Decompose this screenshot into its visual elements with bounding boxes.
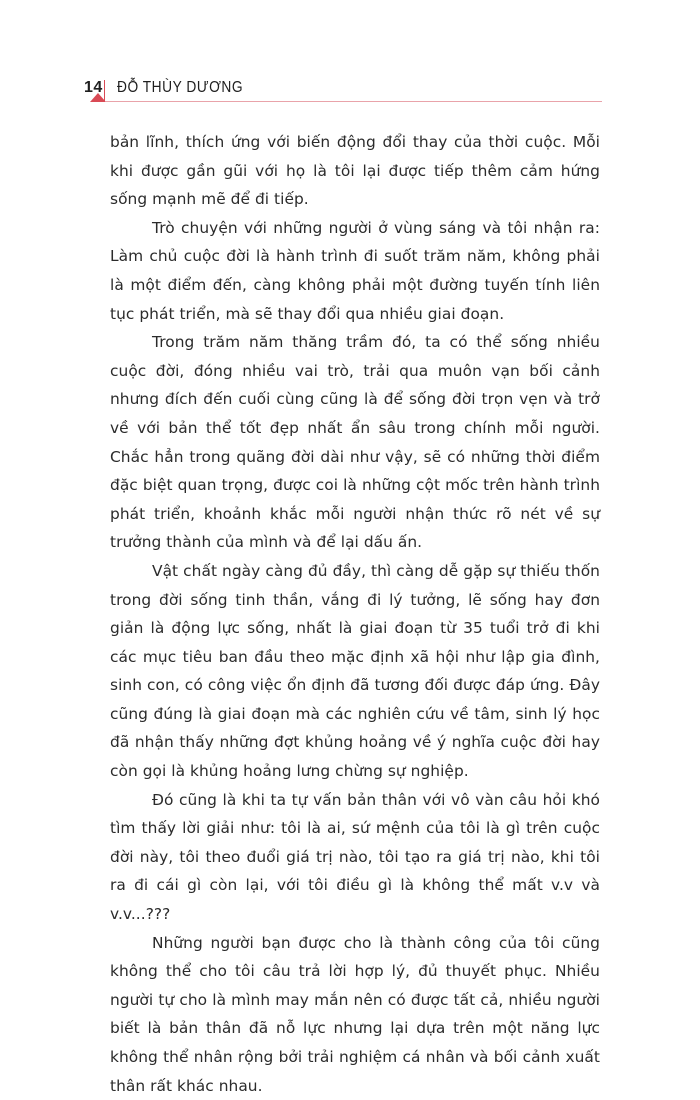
triangle-marker-icon: [90, 93, 106, 102]
page-number: 14: [84, 79, 103, 96]
body-text: [110, 128, 600, 1100]
paragraph-5: Đó cũng là khi ta tự vấn bản thân với vô vàn câu hỏi khó tìm thấy lời giải như: tôi là ai, sứ mệnh của tôi là gì trên cuộc đời này, tôi theo đuổi giá trị nào, tôi tạo ra giá trị nào, khi tôi ra đi cái gì còn lại, với tôi điều gì là không thể mất v.v và v.v...???: [110, 790, 600, 924]
paragraph-6: Những người bạn được cho là thành công của tôi cũng không thể cho tôi câu trả lời hợp lý, đủ thuyết phục. Nhiều người tự cho là mình may mắn nên có được tất cả, nhiều người biết là bản thân đã nỗ lực nhưng lại dựa trên một năng lực không thể nhân rộng bởi trải nghiệm cá nhân và bối cảnh xuất thân rất khác nhau.: [110, 933, 600, 1095]
paragraph-2: Trò chuyện với những người ở vùng sáng và tôi nhận ra: Làm chủ cuộc đời là hành trình đi suốt trăm năm, không phải là một điểm đến, càng không phải một đường tuyến tính liên tục phát triển, mà sẽ thay đổi qua nhiều giai đoạn.: [110, 218, 600, 323]
author-name: ĐỖ THÙY DƯƠNG: [117, 79, 244, 96]
paragraph-1: bản lĩnh, thích ứng với biến động đổi thay của thời cuộc. Mỗi khi được gần gũi với họ là tôi lại được tiếp thêm cảm hứng sống mạnh mẽ để đi tiếp.: [110, 133, 600, 209]
running-header: [0, 0, 700, 110]
header-rule: [106, 101, 602, 102]
paragraph-4: Vật chất ngày càng đủ đầy, thì càng dễ gặp sự thiếu thốn trong đời sống tinh thần, vắng đi lý tưởng, lẽ sống hay đơn giản là động lực sống, nhất là giai đoạn từ 35 tuổi trở đi khi các mục tiêu ban đầu theo mặc định xã hội như lập gia đình, sinh con, có công việc ổn định đã tương đối được đáp ứng. Đây cũng đúng là giai đoạn mà các nghiên cứu về tâm, sinh lý học đã nhận thấy những đợt khủng hoảng về ý nghĩa cuộc đời hay còn gọi là khủng hoảng lưng chừng sự nghiệp.: [110, 561, 600, 781]
paragraph-3: Trong trăm năm thăng trầm đó, ta có thể sống nhiều cuộc đời, đóng nhiều vai trò, trải qua muôn vạn bối cảnh nhưng đích đến cuối cùng cũng là để sống đời trọn vẹn và trở về với bản thể tốt đẹp nhất ẩn sâu trong chính mỗi người. Chắc hẳn trong quãng đời dài như vậy, sẽ có những thời điểm đặc biệt quan trọng, được coi là những cột mốc trên hành trình phát triển, khoảnh khắc mỗi người nhận thức rõ nét về sự trưởng thành của mình và để lại dấu ấn.: [110, 333, 600, 552]
